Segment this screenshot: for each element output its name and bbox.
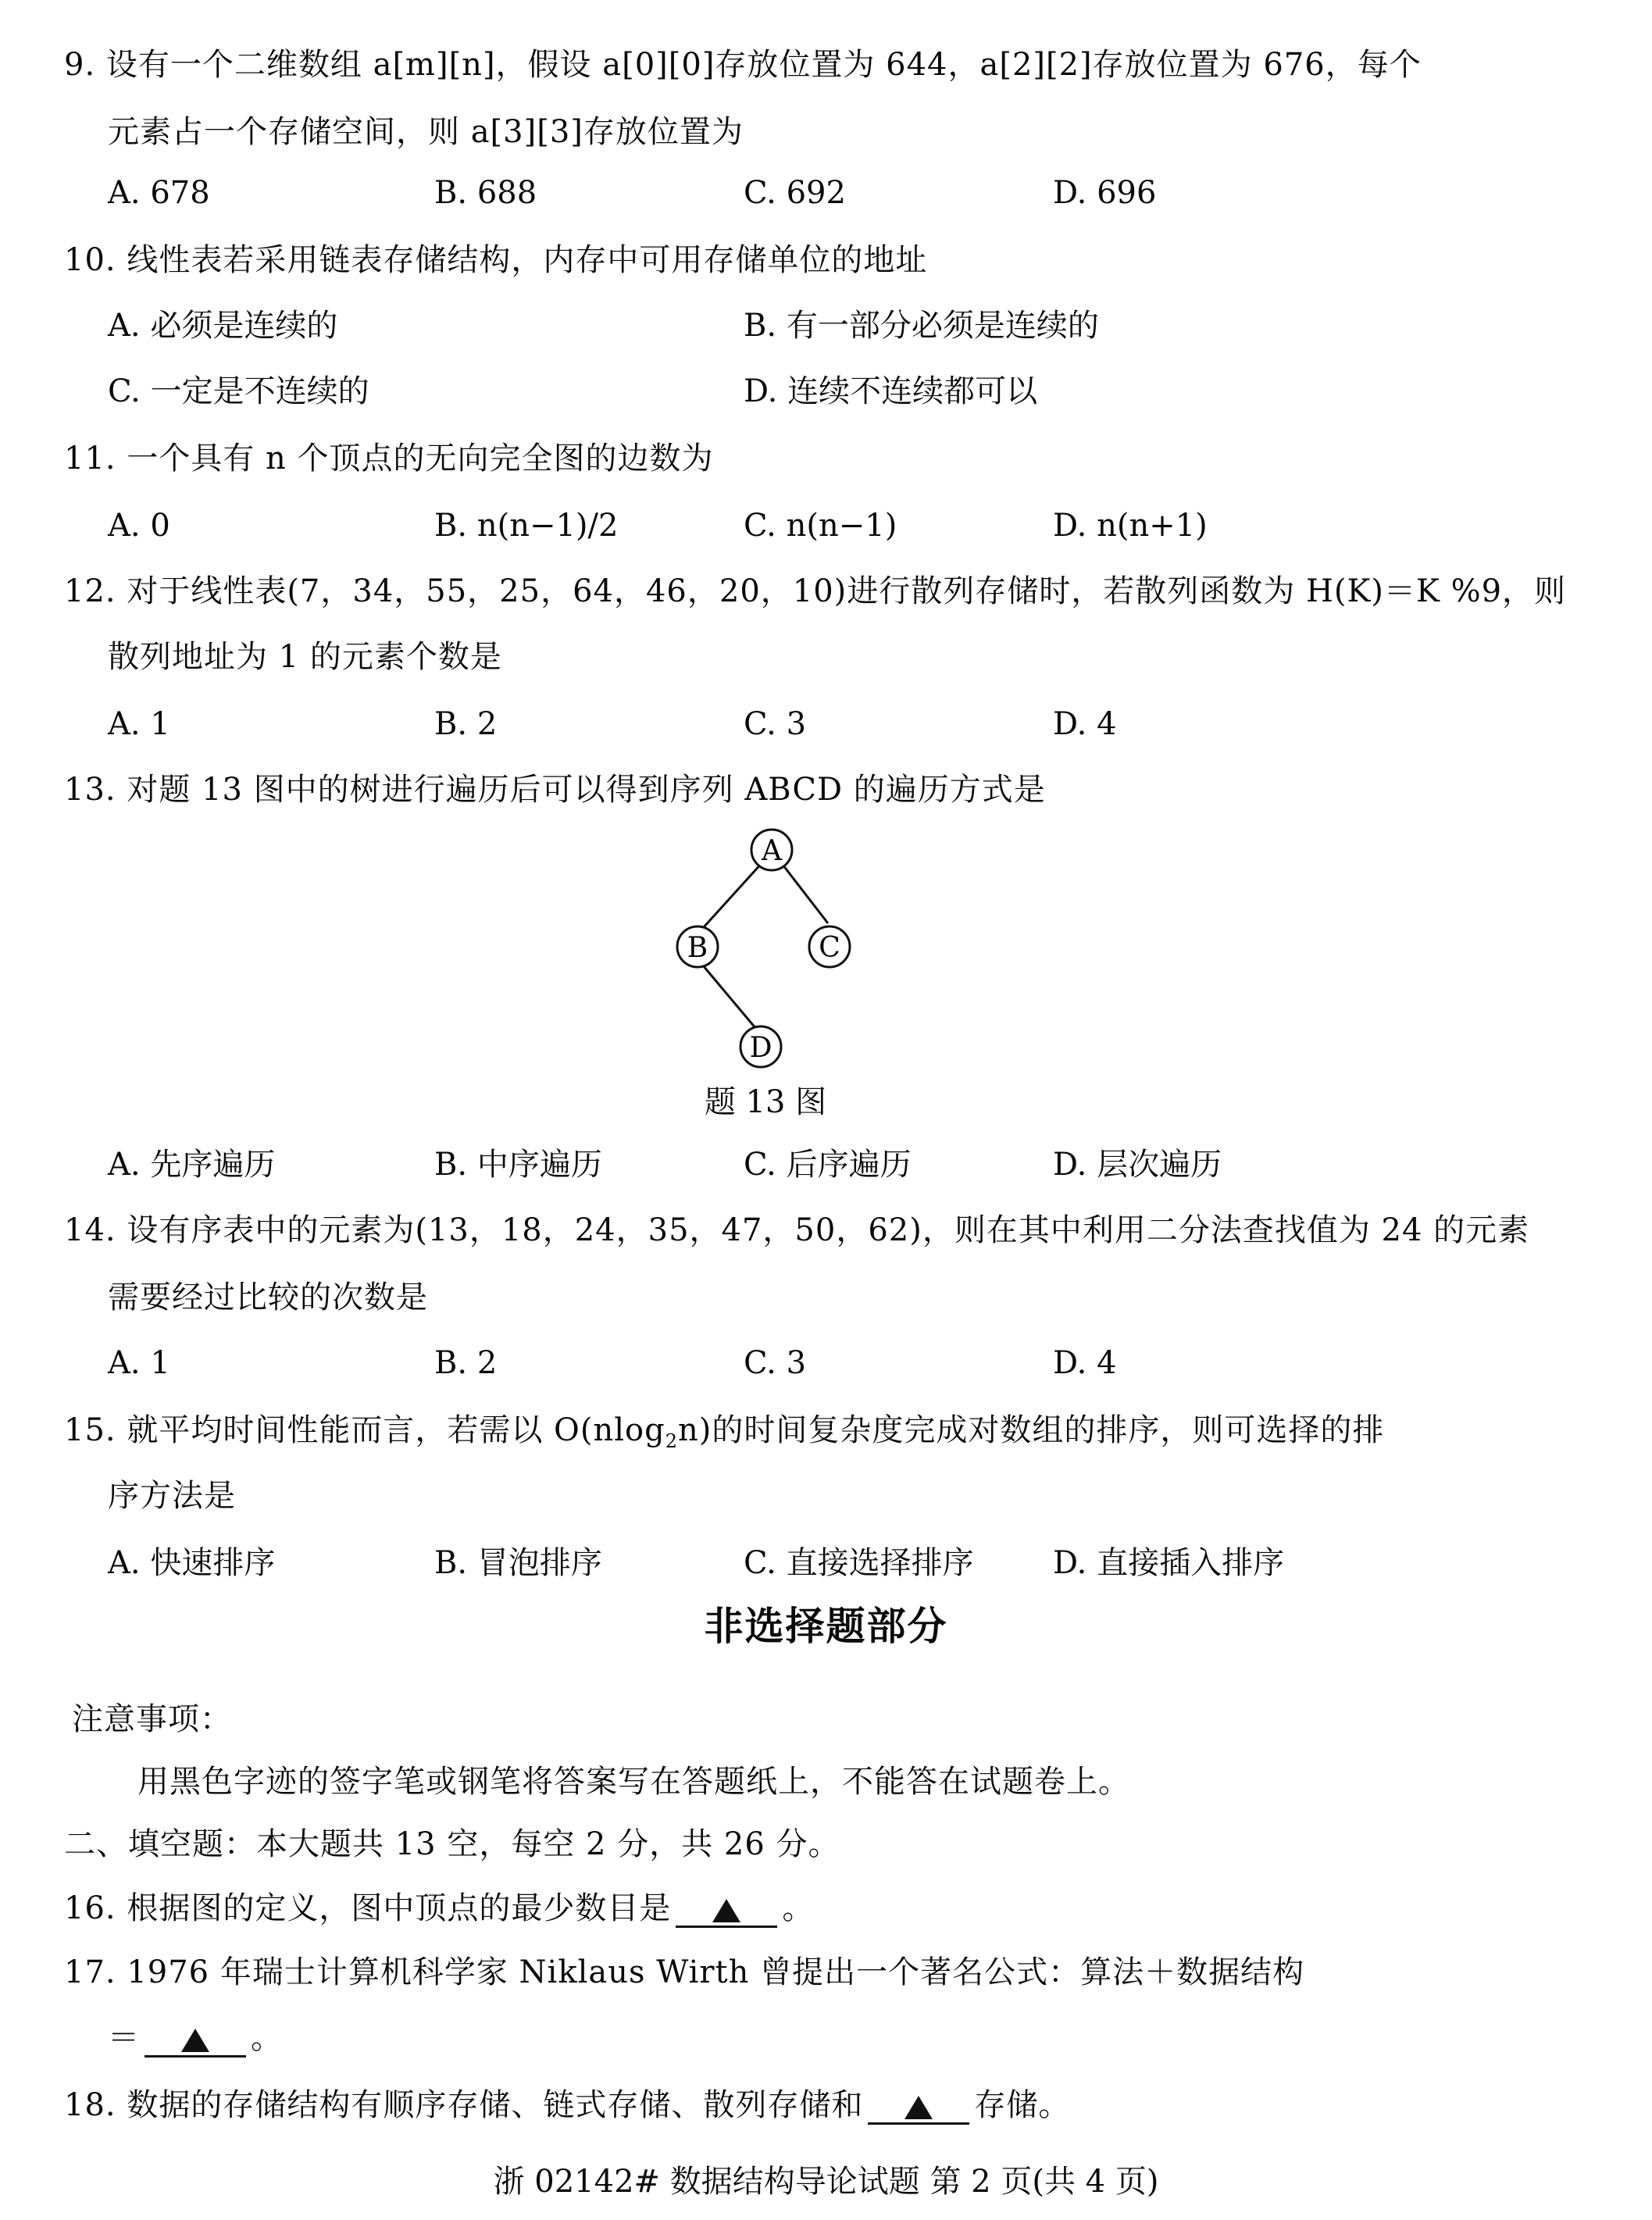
tree-node-c-label: C [819,932,840,964]
q14-option-c: C. 3 [744,1345,807,1381]
q17-answer-blank [145,2021,246,2058]
q15-option-a: A. 快速排序 [108,1545,276,1581]
q14-option-b: B. 2 [434,1345,498,1381]
q12-line2: 散列地址为 1 的元素个数是 [108,639,502,675]
tree-node-c [809,926,850,967]
q11-option-d: D. n(n+1) [1053,508,1208,544]
q14-line2: 需要经过比较的次数是 [108,1280,428,1315]
tree-node-b-label: B [687,932,708,964]
q11-option-b: B. n(n−1)/2 [434,508,619,544]
q13-figure-caption: 题 13 图 [704,1084,827,1120]
tree-edge-a-b [703,862,763,928]
q9-option-b: B. 688 [434,175,537,211]
q13-line1: 13. 对题 13 图中的树进行遍历后可以得到序列 ABCD 的遍历方式是 [64,772,1046,808]
q17-line2 [108,2018,283,2058]
q10-option-a: A. 必须是连续的 [108,308,338,344]
q18-answer-blank [868,2088,969,2125]
q12-option-a: A. 1 [108,706,170,742]
notice-text: 用黑色字迹的签字笔或钢笔将答案写在答题纸上，不能答在试题卷上。 [137,1764,1130,1800]
tree-node-a [751,830,792,870]
q16-text: 16. 根据图的定义，图中顶点的最少数目是 [64,1890,672,1926]
q11-option-c: C. n(n−1) [744,508,897,544]
q12-option-c: C. 3 [744,706,807,742]
q14-option-a: A. 1 [108,1345,170,1381]
q16-line [64,1889,814,1928]
tree-edge-b-d [703,965,756,1029]
q9-option-a: A. 678 [108,175,210,211]
q10-option-c: C. 一定是不连续的 [108,373,369,409]
q10-line1: 10. 线性表若采用链表存储结构，内存中可用存储单位的地址 [64,242,928,278]
q18-line [64,2086,1070,2125]
q13-option-a: A. 先序遍历 [108,1147,276,1183]
q15-line1-start: 15. 就平均时间性能而言，若需以 O(nlog [64,1412,665,1448]
page-footer: 浙 02142# 数据结构导论试题 第 2 页(共 4 页) [493,2164,1159,2200]
q13-tree-figure [656,828,875,1078]
q13-option-b: B. 中序遍历 [434,1147,602,1183]
tree-node-d [740,1026,781,1067]
section-title: 非选择题部分 [704,1604,948,1649]
q15-line2: 序方法是 [108,1478,236,1514]
q10-option-b: B. 有一部分必须是连续的 [744,308,1099,344]
q9-option-d: D. 696 [1053,175,1157,211]
tree-node-d-label: D [749,1032,772,1064]
q16-answer-blank [676,1891,777,1928]
q18-end: 存储。 [974,2087,1071,2123]
q11-line1: 11. 一个具有 n 个顶点的无向完全图的边数为 [64,441,714,476]
tree-node-a-label: A [762,835,782,867]
q12-line1: 12. 对于线性表(7，34，55，25，64，46，20，10)进行散列存储时，若散列函数为 H(K)＝K %9，则 [64,573,1567,609]
part2-heading: 二、填空题：本大题共 13 空，每空 2 分，共 26 分。 [64,1826,840,1862]
q13-option-d: D. 层次遍历 [1053,1147,1222,1183]
tree-node-b [677,926,718,967]
q16-end: 。 [782,1890,815,1926]
q9-option-c: C. 692 [744,175,846,211]
q9-line1: 9. 设有一个二维数组 a[m][n]，假设 a[0][0]存放位置为 644，a[2][2]存放位置为 676，每个 [64,47,1422,83]
triangle-icon [181,2029,209,2052]
q17-line1: 17. 1976 年瑞士计算机科学家 Niklaus Wirth 曾提出一个著名公式：算法＋数据结构 [64,1954,1305,1990]
q12-option-d: D. 4 [1053,706,1117,742]
triangle-icon [904,2096,933,2119]
q9-line2: 元素占一个存储空间，则 a[3][3]存放位置为 [108,114,744,150]
q11-option-a: A. 0 [108,508,170,544]
q18-text: 18. 数据的存储结构有顺序存储、链式存储、散列存储和 [64,2087,864,2123]
q14-option-d: D. 4 [1053,1345,1117,1381]
q10-option-d: D. 连续不连续都可以 [744,373,1038,409]
q15-log-subscript: 2 [665,1430,678,1452]
q15-line1-end: n)的时间复杂度完成对数组的排序，则可选择的排 [677,1412,1385,1448]
q14-line1: 14. 设有序表中的元素为(13，18，24，35，47，50，62)，则在其中利用二分法查找值为 24 的元素 [64,1212,1530,1248]
q17-end: 。 [251,2020,283,2056]
q15-option-b: B. 冒泡排序 [434,1545,602,1581]
triangle-icon [712,1899,740,1922]
q15-option-c: C. 直接选择排序 [744,1545,974,1581]
q12-option-b: B. 2 [434,706,498,742]
notice-heading: 注意事项： [72,1701,232,1737]
q15-line1 [64,1411,1384,1461]
q15-option-d: D. 直接插入排序 [1053,1545,1285,1581]
tree-edge-a-c [780,862,828,923]
q13-option-c: C. 后序遍历 [744,1147,912,1183]
q17-equals: ＝ [108,2020,140,2056]
